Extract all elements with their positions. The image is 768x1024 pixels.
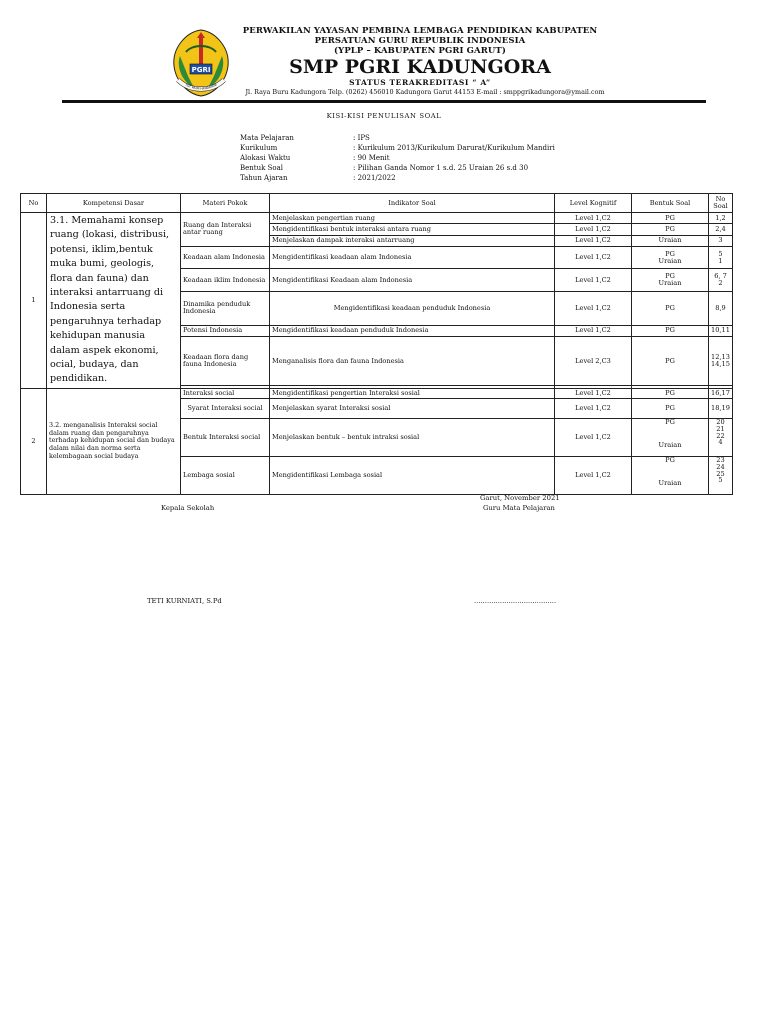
materi-cell: Ruang dan Interaksi antar ruang (181, 213, 270, 247)
nosoal-line: 24 (716, 462, 725, 471)
bentuk-cell: PG (632, 325, 709, 336)
principal-name: TETI KURNIATI, S.Pd (147, 597, 222, 605)
school-name: SMP PGRI KADUNGORA (289, 56, 551, 78)
nosoal-cell: 1,2 (709, 213, 733, 224)
meta-value-subject: : IPS (353, 134, 370, 142)
materi-cell: Syarat Interaksi social (181, 398, 270, 418)
materi-cell: Keadaan alam Indonesia (181, 246, 270, 269)
header-kompetensi-dasar: Kompetensi Dasar (47, 194, 181, 213)
nosoal-line: 20 (716, 418, 725, 426)
bentuk-cell (632, 246, 709, 269)
level-cell: Level 1,C2 (555, 388, 632, 398)
nosoal-pg: 6, 7 (714, 272, 727, 281)
indikator-cell: Menganalisis flora dan fauna Indonesia (270, 336, 555, 386)
level-cell: Level 1,C2 (555, 213, 632, 224)
indikator-cell: Mengidentifikasi keadaan alam Indonesia (270, 246, 555, 269)
kompetensi-dasar-cell: 3.2. menganalisis Interaksi social dalam ruang dan pengaruhnya terhadap kehidupan social dan budaya dalam nilai dan norma serta kelembagaan social budaya (47, 388, 181, 494)
indikator-cell: Mengidentifikasi pengertian Interaksi sosial (270, 388, 555, 398)
bentuk-uraian: Uraian (658, 256, 682, 265)
nosoal-line: 25 (716, 469, 725, 478)
meta-label-question-type: Bentuk Soal (240, 164, 284, 172)
indikator-cell: Mengidentifikasi keadaan penduduk Indonesia (270, 325, 555, 336)
nosoal-line: 4 (718, 438, 723, 447)
nosoal-pg: 5 (718, 249, 723, 258)
letterhead-divider (62, 100, 706, 103)
meta-label-curriculum: Kurikulum (240, 144, 278, 152)
bentuk-cell: PG (632, 291, 709, 325)
bentuk-cell: PG (632, 388, 709, 398)
indikator-cell: Menjelaskan syarat Interaksi sosial (270, 398, 555, 418)
meta-value-question-type: : Pilihan Ganda Nomor 1 s.d. 25 Uraian 26 s.d 30 (353, 164, 529, 172)
level-cell: Level 1,C2 (555, 291, 632, 325)
nosoal-cell (709, 246, 733, 269)
nosoal-cell (709, 336, 733, 386)
place-date: Garut, November 2021 (480, 494, 560, 502)
header-indikator-soal: Indikator Soal (270, 194, 555, 213)
indikator-cell: Mengidentifikasi keadaan penduduk Indonesia (270, 291, 555, 325)
level-cell: Level 1,C2 (555, 456, 632, 494)
bentuk-cell (632, 418, 709, 456)
bentuk-pg: PG (665, 418, 675, 426)
nosoal-uraian: 1 (718, 256, 723, 265)
table-row (21, 213, 733, 224)
bentuk-cell: Uraian (632, 235, 709, 246)
meta-label-year: Tahun Ajaran (240, 174, 288, 182)
nosoal-cell (709, 418, 733, 456)
level-cell: Level 1,C2 (555, 224, 632, 235)
level-cell: Level 1,C2 (555, 418, 632, 456)
nosoal-line: 12,13 (711, 353, 730, 362)
meta-value-curriculum: : Kurikulum 2013/Kurikulum Darurat/Kurikulum Mandiri (353, 144, 555, 152)
header-bentuk-soal: Bentuk Soal (632, 194, 709, 213)
bentuk-cell (632, 269, 709, 292)
bentuk-uraian: Uraian (658, 440, 682, 449)
table-row (21, 388, 733, 398)
bentuk-cell: PG (632, 398, 709, 418)
bentuk-pg: PG (665, 456, 675, 464)
level-cell: Level 1,C2 (555, 398, 632, 418)
letterhead-line-2: PERSATUAN GURU REPUBLIK INDONESIA (314, 36, 526, 46)
indikator-cell: Mengidentifikasi bentuk interaksi antara ruang (270, 224, 555, 235)
materi-cell: Keadaan flora dang fauna Indonesia (181, 336, 270, 386)
indikator-cell: Menjelaskan pengertian ruang (270, 213, 555, 224)
indikator-cell: Mengidentifikasi Keadaan alam Indonesia (270, 269, 555, 292)
nosoal-line: 14,15 (711, 360, 730, 369)
level-cell: Level 1,C2 (555, 235, 632, 246)
meta-label-time: Alokasi Waktu (240, 154, 291, 162)
kisi-kisi-table (20, 193, 733, 495)
meta-value-year: : 2021/2022 (353, 174, 396, 182)
nosoal-line: 23 (716, 456, 725, 464)
letterhead-line-3: (YPLP – KABUPATEN PGRI GARUT) (334, 46, 506, 56)
bentuk-cell: PG (632, 213, 709, 224)
level-cell: Level 2,C3 (555, 336, 632, 386)
letterhead-line-1: PERWAKILAN YAYASAN PEMBINA LEMBAGA PENDIDIKAN KABUPATEN (242, 26, 598, 36)
header-no-soal: No Soal (709, 194, 733, 213)
bentuk-cell: PG (632, 224, 709, 235)
header-materi-pokok: Materi Pokok (181, 194, 270, 213)
nosoal-cell: 3 (709, 235, 733, 246)
materi-cell: Keadaan iklim Indonesia (181, 269, 270, 292)
teacher-name-placeholder: ...................................... (474, 597, 557, 605)
meta-value-time: : 90 Menit (353, 154, 390, 162)
nosoal-cell: 16,17 (709, 388, 733, 398)
indikator-cell: Menjelaskan bentuk – bentuk intraksi sosial (270, 418, 555, 456)
bentuk-cell (632, 456, 709, 494)
nosoal-cell (709, 456, 733, 494)
nosoal-line: 22 (716, 431, 725, 440)
kompetensi-dasar-cell: 3.1. Memahami konsep ruang (lokasi, distribusi, potensi, iklim,bentuk muka bumi, geologis, flora dan fauna) dan interaksi antarruang di Indonesia serta pengaruhnya terhadap kehidupan manusia dalam aspek ekonomi, ocial, budaya, dan pendidikan. (47, 213, 181, 389)
meta-label-subject: Mata Pelajaran (240, 134, 294, 142)
bentuk-pg: PG (665, 272, 675, 281)
group-number: 1 (21, 213, 47, 389)
logo-text: PGRI (191, 66, 211, 74)
nosoal-line: 21 (716, 424, 725, 433)
materi-cell: Lembaga sosial (181, 456, 270, 494)
teacher-role: Guru Mata Pelajaran (483, 504, 555, 512)
indikator-cell: Menjelaskan dampak interaksi antarruang (270, 235, 555, 246)
bentuk-uraian: Uraian (658, 478, 682, 487)
nosoal-cell: 2,4 (709, 224, 733, 235)
table-header-row (21, 194, 733, 213)
nosoal-cell: 18,19 (709, 398, 733, 418)
nosoal-uraian: 2 (718, 279, 723, 288)
header-no: No (21, 194, 47, 213)
bentuk-cell: PG (632, 336, 709, 386)
logo-motto: TUT WURI HANDAYANI (184, 82, 218, 91)
level-cell: Level 1,C2 (555, 325, 632, 336)
header-level-kognitif: Level Kognitif (555, 194, 632, 213)
document-title: KISI-KISI PENULISAN SOAL (326, 112, 442, 120)
principal-role: Kepala Sekolah (161, 504, 215, 512)
materi-cell: Interaksi social (181, 388, 270, 398)
school-logo (164, 26, 238, 100)
accreditation-status: STATUS TERAKREDITASI “ A” (349, 78, 491, 87)
materi-cell: Potensi Indonesia (181, 325, 270, 336)
nosoal-cell (709, 269, 733, 292)
school-address: Jl. Raya Buru Kadungora Telp. (0262) 456010 Kadungora Garut 44153 E-mail : smppgrikadungora@ymail.com (245, 88, 605, 96)
level-cell: Level 1,C2 (555, 269, 632, 292)
nosoal-cell: 10,11 (709, 325, 733, 336)
group-number: 2 (21, 388, 47, 494)
nosoal-line: 5 (718, 476, 723, 485)
nosoal-cell: 8,9 (709, 291, 733, 325)
materi-cell: Dinamika penduduk Indonesia (181, 291, 270, 325)
materi-cell: Bentuk Interaksi social (181, 418, 270, 456)
level-cell: Level 1,C2 (555, 246, 632, 269)
bentuk-pg: PG (665, 249, 675, 258)
indikator-cell: Mengidentifikasi Lembaga sosial (270, 456, 555, 494)
bentuk-uraian: Uraian (658, 279, 682, 288)
